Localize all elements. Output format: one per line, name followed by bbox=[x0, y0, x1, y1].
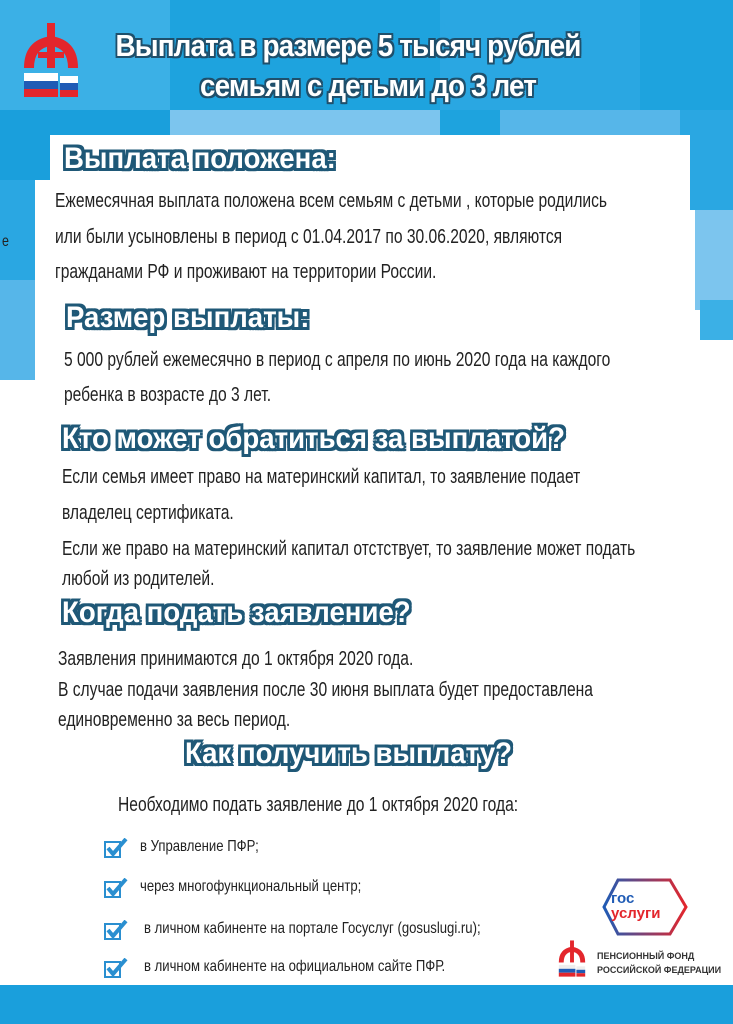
checklist-item: в Управление ПФР; bbox=[140, 838, 259, 855]
gosuslugi-logo-line1: гос bbox=[611, 890, 635, 907]
side-fragment: е bbox=[2, 233, 9, 250]
checklist-item: через многофункциональный центр; bbox=[140, 878, 362, 895]
paragraph-line: ребенка в возрасте до 3 лет. bbox=[64, 384, 272, 406]
paragraph-line: Если же право на материнский капитал отстствует, то заявление может подать bbox=[62, 538, 636, 560]
paragraph-line: В случае подачи заявления после 30 июня выплата будет предоставлена bbox=[58, 679, 593, 701]
paragraph-line: Ежемесячная выплата положена всем семьям с детьми , которые родились bbox=[55, 190, 608, 212]
page-title-line2: семьям с детьми до 3 лет bbox=[200, 68, 536, 103]
gosuslugi-logo-line2: услуги bbox=[611, 905, 661, 922]
pfr-footer-line2: РОССИЙСКОЙ ФЕДЕРАЦИИ bbox=[597, 965, 722, 975]
pfr-footer-line1: ПЕНСИОННЫЙ ФОНД bbox=[597, 951, 695, 961]
bg-tile bbox=[700, 300, 733, 340]
bg-tile bbox=[695, 210, 733, 310]
check-icon bbox=[104, 878, 128, 898]
page-title-line1: Выплата в размере 5 тысяч рублей bbox=[115, 28, 581, 63]
checklist-item: в личном кабиненте на портале Госуслуг (gosuslugi.ru); bbox=[144, 920, 481, 937]
section-heading-who: Кто может обратиться за выплатой? bbox=[62, 422, 565, 455]
section-heading-how: Как получить выплату? bbox=[185, 737, 513, 770]
paragraph-line: владелец сертификата. bbox=[62, 502, 234, 524]
paragraph-line: гражданами РФ и проживают на территории России. bbox=[55, 261, 437, 283]
section-heading-amount: Размер выплаты: bbox=[66, 301, 310, 334]
paragraph-line: или были усыновлены в период с 01.04.2017 по 30.06.2020, являются bbox=[55, 226, 563, 248]
section-heading-when: Когда подать заявление? bbox=[62, 596, 411, 629]
paragraph-line: Заявления принимаются до 1 октября 2020 года. bbox=[58, 648, 414, 670]
pfr-footer-logo bbox=[553, 938, 591, 982]
checklist-item: в личном кабиненте на официальном сайте ПФР. bbox=[144, 958, 446, 975]
section-heading-eligibility: Выплата положена: bbox=[64, 142, 336, 175]
paragraph-line: Если семья имеет право на материнский капитал, то заявление подает bbox=[62, 466, 581, 488]
bg-tile bbox=[0, 180, 35, 280]
bg-tile bbox=[0, 280, 35, 380]
paragraph-line: единовременно за весь период. bbox=[58, 709, 291, 731]
check-icon bbox=[104, 958, 128, 978]
paragraph-line: любой из родителей. bbox=[62, 568, 215, 590]
check-icon bbox=[104, 838, 128, 858]
paragraph-line: Необходимо подать заявление до 1 октября 2020 года: bbox=[118, 794, 519, 816]
check-icon bbox=[104, 920, 128, 940]
footer-bar bbox=[0, 985, 733, 1024]
paragraph-line: 5 000 рублей ежемесячно в период с апреля по июнь 2020 года на каждого bbox=[64, 349, 611, 371]
